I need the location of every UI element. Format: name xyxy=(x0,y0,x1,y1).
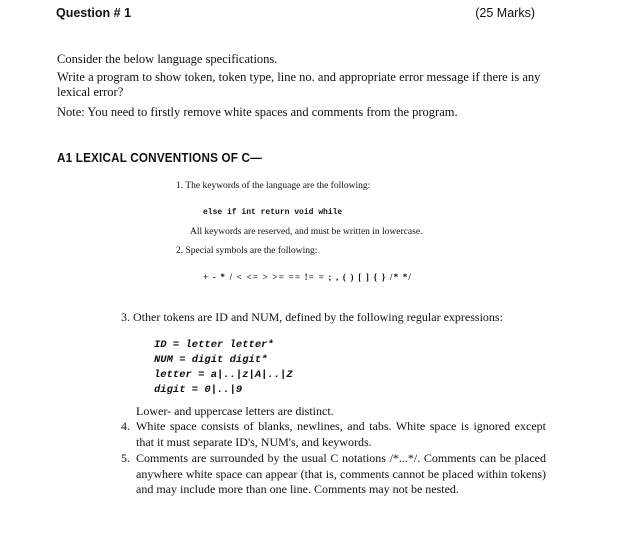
tokens-item: 3. Other tokens are ID and NUM, defined by the following regular expressions: xyxy=(121,310,503,324)
question-title: Question # 1 xyxy=(56,6,132,20)
comments-item-number: 5. xyxy=(121,451,130,465)
case-note: Lower- and uppercase letters are distinct. xyxy=(136,404,334,418)
symbols-item: 2. Special symbols are the following: xyxy=(176,246,318,256)
keywords-item: 1. The keywords of the language are the following: xyxy=(176,181,371,191)
keywords-list: else if int return void while xyxy=(203,208,343,217)
regex-num: NUM = digit digit* xyxy=(154,354,268,366)
comments-item-text: Comments are surrounded by the usual C notations /*...*/. Comments can be placed anywhere white space can appear (that is, comments cannot be placed within tokens) and may include more than one line. Comments may not be nested. xyxy=(136,451,546,496)
regex-digit: digit = 0|..|9 xyxy=(154,384,243,396)
comments-item xyxy=(121,451,546,498)
symbols-list: + - * / < <= > >= == != = ; , ( ) [ ] { } /* */ xyxy=(203,272,413,282)
regex-letter: letter = a|..|z|A|..|Z xyxy=(154,369,293,381)
whitespace-item xyxy=(121,419,546,450)
keywords-note: All keywords are reserved, and must be written in lowercase. xyxy=(190,227,423,237)
intro-line-2: Write a program to show token, token type, line no. and appropriate error message if there is any lexical error? xyxy=(57,70,541,99)
intro-note: Note: You need to firstly remove white spaces and comments from the program. xyxy=(57,105,458,119)
section-heading: A1 LEXICAL CONVENTIONS OF C— xyxy=(57,150,263,165)
intro-line-1: Consider the below language specifications. xyxy=(57,52,278,66)
regex-id: ID = letter letter* xyxy=(154,339,274,351)
whitespace-item-text: White space consists of blanks, newlines, and tabs. White space is ignored except that it must separate ID's, NUM's, and keywords. xyxy=(136,419,546,449)
whitespace-item-number: 4. xyxy=(121,419,130,433)
question-marks: (25 Marks) xyxy=(475,6,535,20)
